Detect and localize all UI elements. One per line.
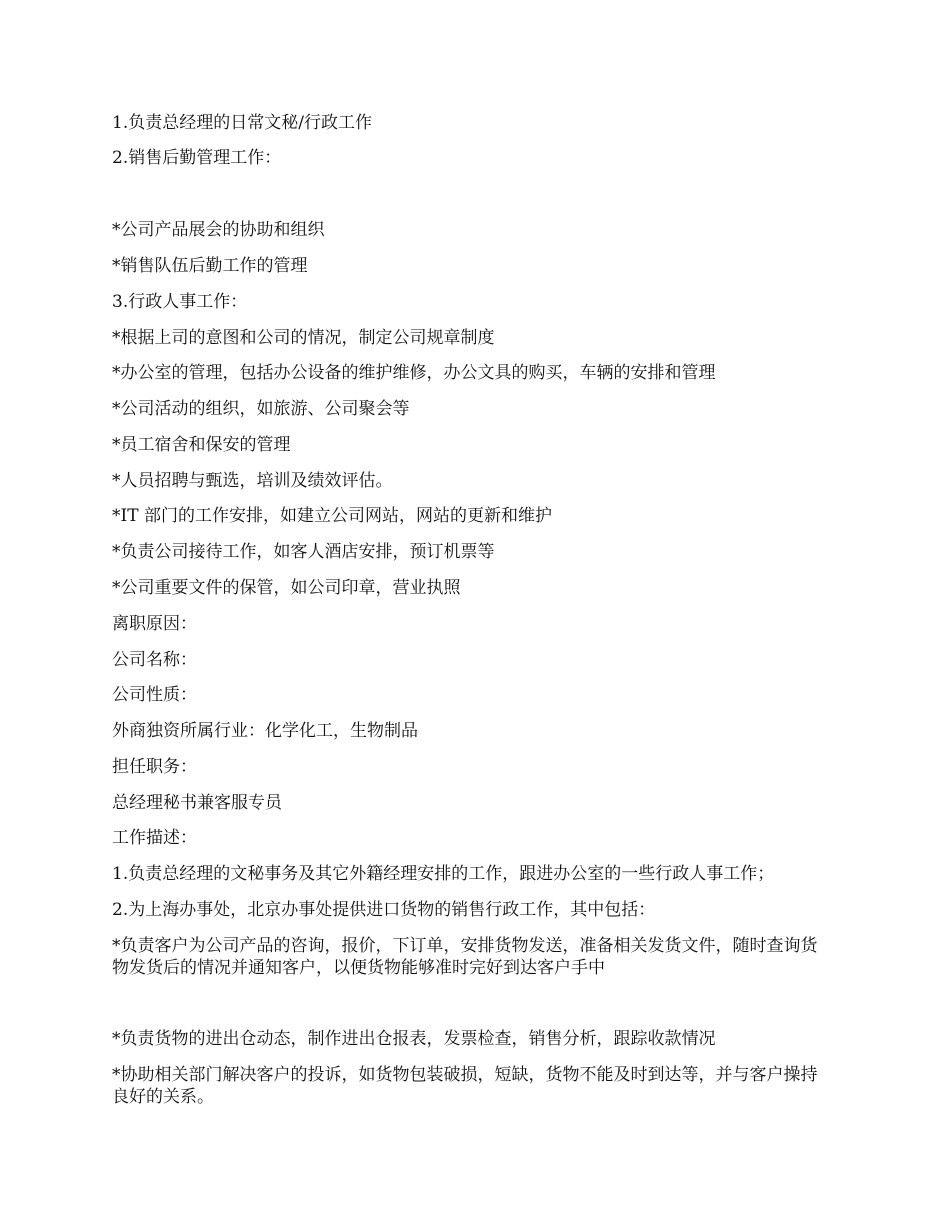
- text-line: 公司性质：: [112, 685, 197, 705]
- text-line: 总经理秘书兼客服专员: [112, 793, 282, 813]
- text-line: 2.销售后勤管理工作：: [112, 148, 282, 168]
- text-line: 公司名称：: [112, 650, 197, 670]
- text-line: 2.为上海办事处，北京办事处提供进口货物的销售行政工作，其中包括：: [112, 900, 656, 920]
- text-line: 离职原因：: [112, 614, 197, 634]
- text-line: 3.行政人事工作：: [112, 292, 248, 312]
- text-line: 工作描述：: [112, 828, 197, 848]
- text-paragraph: *协助相关部门解决客户的投诉，如货物包装破损，短缺，货物不能及时到达等，并与客户操持良好的关系。: [112, 1065, 818, 1107]
- text-line: *公司产品展会的协助和组织: [112, 220, 325, 240]
- text-line: *根据上司的意图和公司的情况，制定公司规章制度: [112, 328, 495, 348]
- text-line: 1.负责总经理的文秘事务及其它外籍经理安排的工作，跟进办公室的一些行政人事工作；: [112, 864, 775, 884]
- text-line: *公司活动的组织，如旅游、公司聚会等: [112, 399, 410, 419]
- text-line: *销售队伍后勤工作的管理: [112, 256, 308, 276]
- text-line: 担任职务：: [112, 757, 197, 777]
- text-line: *办公室的管理，包括办公设备的维护维修，办公文具的购买，车辆的安排和管理: [112, 363, 716, 383]
- text-line: *人员招聘与甄选，培训及绩效评估。: [112, 471, 393, 491]
- text-line: *公司重要文件的保管，如公司印章，营业执照: [112, 578, 461, 598]
- text-line: *负责货物的进出仓动态，制作进出仓报表，发票检查，销售分析，跟踪收款情况: [112, 1029, 716, 1049]
- text-line: *负责公司接待工作，如客人酒店安排，预订机票等: [112, 542, 495, 562]
- text-paragraph: *负责客户为公司产品的咨询，报价，下订单，安排货物发送，准备相关发货文件，随时查询货物发货后的情况并通知客户，以便货物能够准时完好到达客户手中: [112, 936, 818, 978]
- text-line: *员工宿舍和保安的管理: [112, 435, 291, 455]
- text-line: 外商独资所属行业：化学化工，生物制品: [112, 721, 418, 741]
- text-line: 1.负责总经理的日常文秘/行政工作: [112, 113, 372, 133]
- text-line: *IT 部门的工作安排，如建立公司网站，网站的更新和维护: [112, 506, 552, 526]
